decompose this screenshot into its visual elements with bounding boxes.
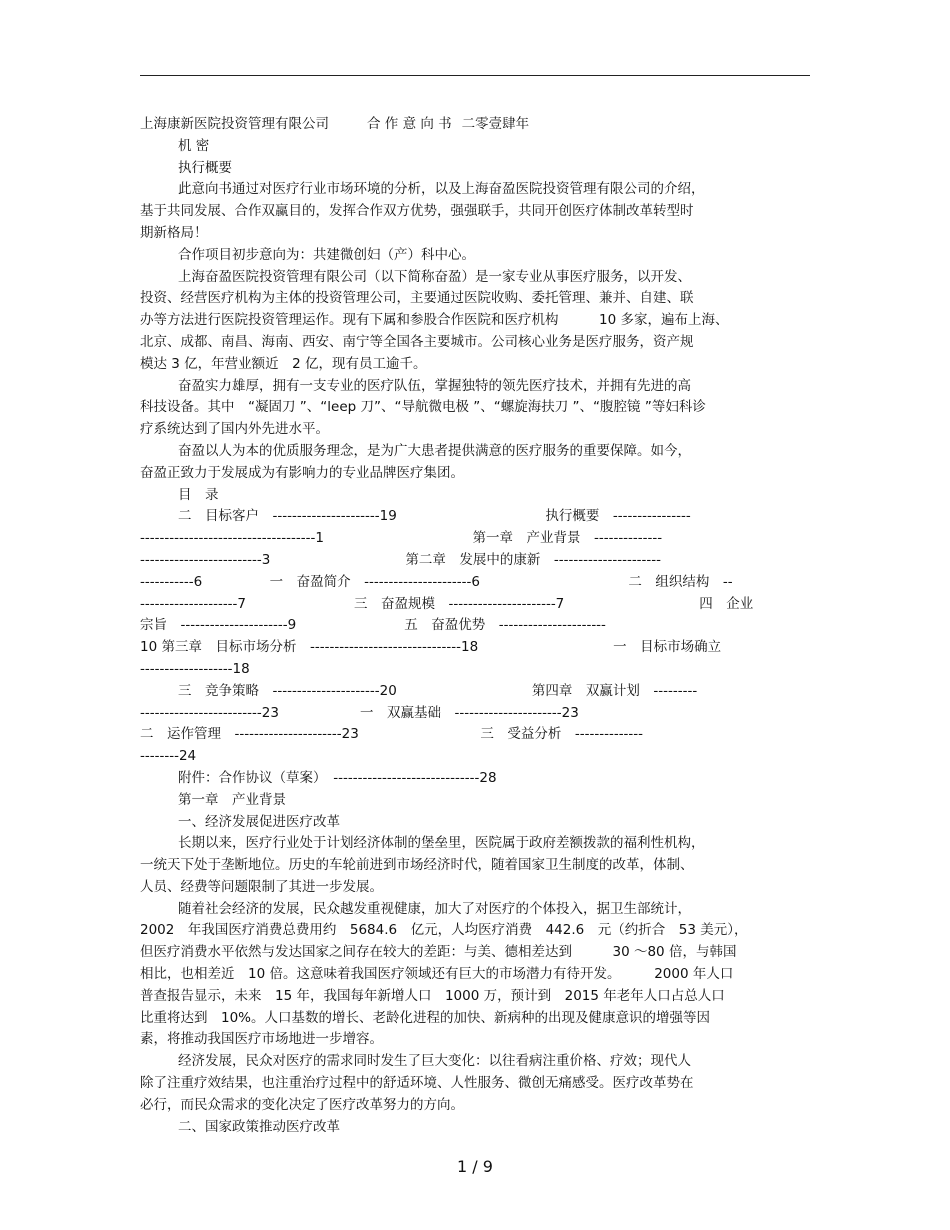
paragraph-line: 但医疗消费水平依然与发达国家之间存在较大的差距：与美、德相差达到 30 ～80 倍，与韩国 bbox=[140, 944, 737, 961]
toc-line: 附件：合作协议（草案） ------------------------------28 bbox=[178, 769, 497, 786]
paragraph-line: 北京、成都、南昌、海南、西安、南宁等全国各主要城市。公司核心业务是医疗服务，资产规 bbox=[140, 333, 694, 350]
section-heading: 一、经济发展促进医疗改革 bbox=[178, 813, 340, 830]
paragraph-line: 投资、经营医疗机构为主体的投资管理公司，主要通过医院收购、委托管理、兼并、自建、联 bbox=[140, 290, 694, 307]
chapter-heading: 第一章 产业背景 bbox=[178, 791, 286, 808]
paragraph-line: 奋盈以人为本的优质服务理念，是为广大患者提供满意的医疗服务的重要保障。如今， bbox=[178, 442, 691, 459]
toc-line: -------------------------3 第二章 发展中的康新 ---------------------- bbox=[140, 551, 662, 568]
toc-line: 二 目标客户 ----------------------19 执行概要 ---------------- bbox=[178, 508, 691, 525]
toc-line: -------------------18 bbox=[140, 660, 250, 677]
paragraph-line: 比重将达到 10%。人口基数的增长、老龄化进程的加快、新病种的出现及健康意识的增强等因 bbox=[140, 1009, 711, 1026]
paragraph-line: 相比，也相差近 10 倍。这意味着我国医疗领域还有巨大的市场潜力有待开发。 2000 年人口 bbox=[140, 966, 734, 983]
paragraph-line: 办等方法进行医院投资管理运作。现有下属和参股合作医院和医疗机构 10 多家，遍布上海、 bbox=[140, 312, 729, 329]
paragraph-line: 经济发展，民众对医疗的需求同时发生了巨大变化：以往看病注重价格、疗效；现代人 bbox=[178, 1053, 691, 1070]
paragraph-line: 一统天下处于垄断地位。历史的车轮前进到市场经济时代，随着国家卫生制度的改革，体制、 bbox=[140, 857, 694, 874]
company-name: 上海康新医院投资管理有限公司 bbox=[140, 116, 329, 132]
toc-line: -----------6 一 奋盈简介 ----------------------6 二 组织结构 -- bbox=[140, 573, 733, 590]
paragraph-line: 合作项目初步意向为：共建微创妇（产）科中心。 bbox=[178, 246, 475, 263]
paragraph-line: 必行，而民众需求的变化决定了医疗改革努力的方向。 bbox=[140, 1096, 464, 1113]
paragraph-line: 2002 年我国医疗消费总费用约 5684.6 亿元，人均医疗消费 442.6 元（约折合 53 美元）， bbox=[140, 922, 748, 939]
toc-line: --------24 bbox=[140, 748, 197, 765]
page-number: 1 / 9 bbox=[457, 1157, 493, 1176]
paragraph-line: 疗系统达到了国内外先进水平。 bbox=[140, 421, 329, 438]
paragraph-line: 上海奋盈医院投资管理有限公司（以下简称奋盈）是一家专业从事医疗服务，以开发、 bbox=[178, 268, 691, 285]
toc-heading: 目 录 bbox=[178, 486, 219, 503]
paragraph-line: 基于共同发展、合作双赢目的，发挥合作双方优势，强强联手，共同开创医疗体制改革转型时 bbox=[140, 203, 694, 220]
paragraph-line: 随着社会经济的发展，民众越发重视健康，加大了对医疗的个体投入，据卫生部统计， bbox=[178, 900, 691, 917]
paragraph-line: 模达 3 亿，年营业额近 2 亿，现有员工逾千。 bbox=[140, 355, 427, 372]
toc-line: 宗旨 ----------------------9 五 奋盈优势 ---------------------- bbox=[140, 617, 606, 634]
section-heading: 二、国家政策推动医疗改革 bbox=[178, 1118, 340, 1135]
document-year: 二零壹肆年 bbox=[461, 116, 530, 132]
paragraph-line: 期新格局！ bbox=[140, 224, 208, 241]
paragraph-line: 科技设备。其中 “凝固刀 ”、“leep 刀”、“导航微电极 ”、“螺旋海扶刀 ”、“腹腔镜 ”等妇科诊 bbox=[140, 399, 706, 416]
paragraph-line: 奋盈正致力于发展成为有影响力的专业品牌医疗集团。 bbox=[140, 464, 464, 481]
toc-line: --------------------7 三 奋盈规模 ----------------------7 四 企业 bbox=[140, 595, 754, 612]
paragraph-line: 普查报告显示，未来 15 年，我国每年新增人口 1000 万，预计到 2015 年老年人口占总人口 bbox=[140, 987, 725, 1004]
paragraph-line: 人员、经费等问题限制了其进一步发展。 bbox=[140, 878, 383, 895]
confidential-label: 机 密 bbox=[178, 137, 210, 154]
paragraph-line: 长期以来，医疗行业处于计划经济体制的堡垒里，医院属于政府差额拨款的福利性机构， bbox=[178, 835, 705, 852]
toc-line: 二 运作管理 ----------------------23 三 受益分析 -------------- bbox=[140, 726, 644, 743]
paragraph-line: 此意向书通过对医疗行业市场环境的分析，以及上海奋盈医院投资管理有限公司的介绍， bbox=[178, 181, 705, 198]
toc-line: 10 第三章 目标市场分析 -------------------------------18 一 目标市场确立 bbox=[140, 639, 722, 656]
toc-line: -------------------------23 一 双赢基础 ----------------------23 bbox=[140, 704, 579, 721]
toc-line: 三 竞争策略 ----------------------20 第四章 双赢计划 --------- bbox=[178, 682, 698, 699]
toc-line: ------------------------------------1 第一章 产业背景 -------------- bbox=[140, 530, 663, 547]
document-title: 合 作 意 向 书 bbox=[367, 116, 452, 132]
section-heading: 执行概要 bbox=[178, 159, 232, 176]
header-line bbox=[140, 114, 812, 136]
paragraph-line: 素，将推动我国医疗市场地进一步增容。 bbox=[140, 1031, 383, 1048]
paragraph-line: 除了注重疗效结果，也注重治疗过程中的舒适环境、人性服务、微创无痛感受。医疗改革势在 bbox=[140, 1075, 694, 1092]
paragraph-line: 奋盈实力雄厚，拥有一支专业的医疗队伍，掌握独特的领先医疗技术，并拥有先进的高 bbox=[178, 377, 691, 394]
header-rule bbox=[140, 75, 810, 76]
document-body bbox=[140, 114, 812, 1138]
